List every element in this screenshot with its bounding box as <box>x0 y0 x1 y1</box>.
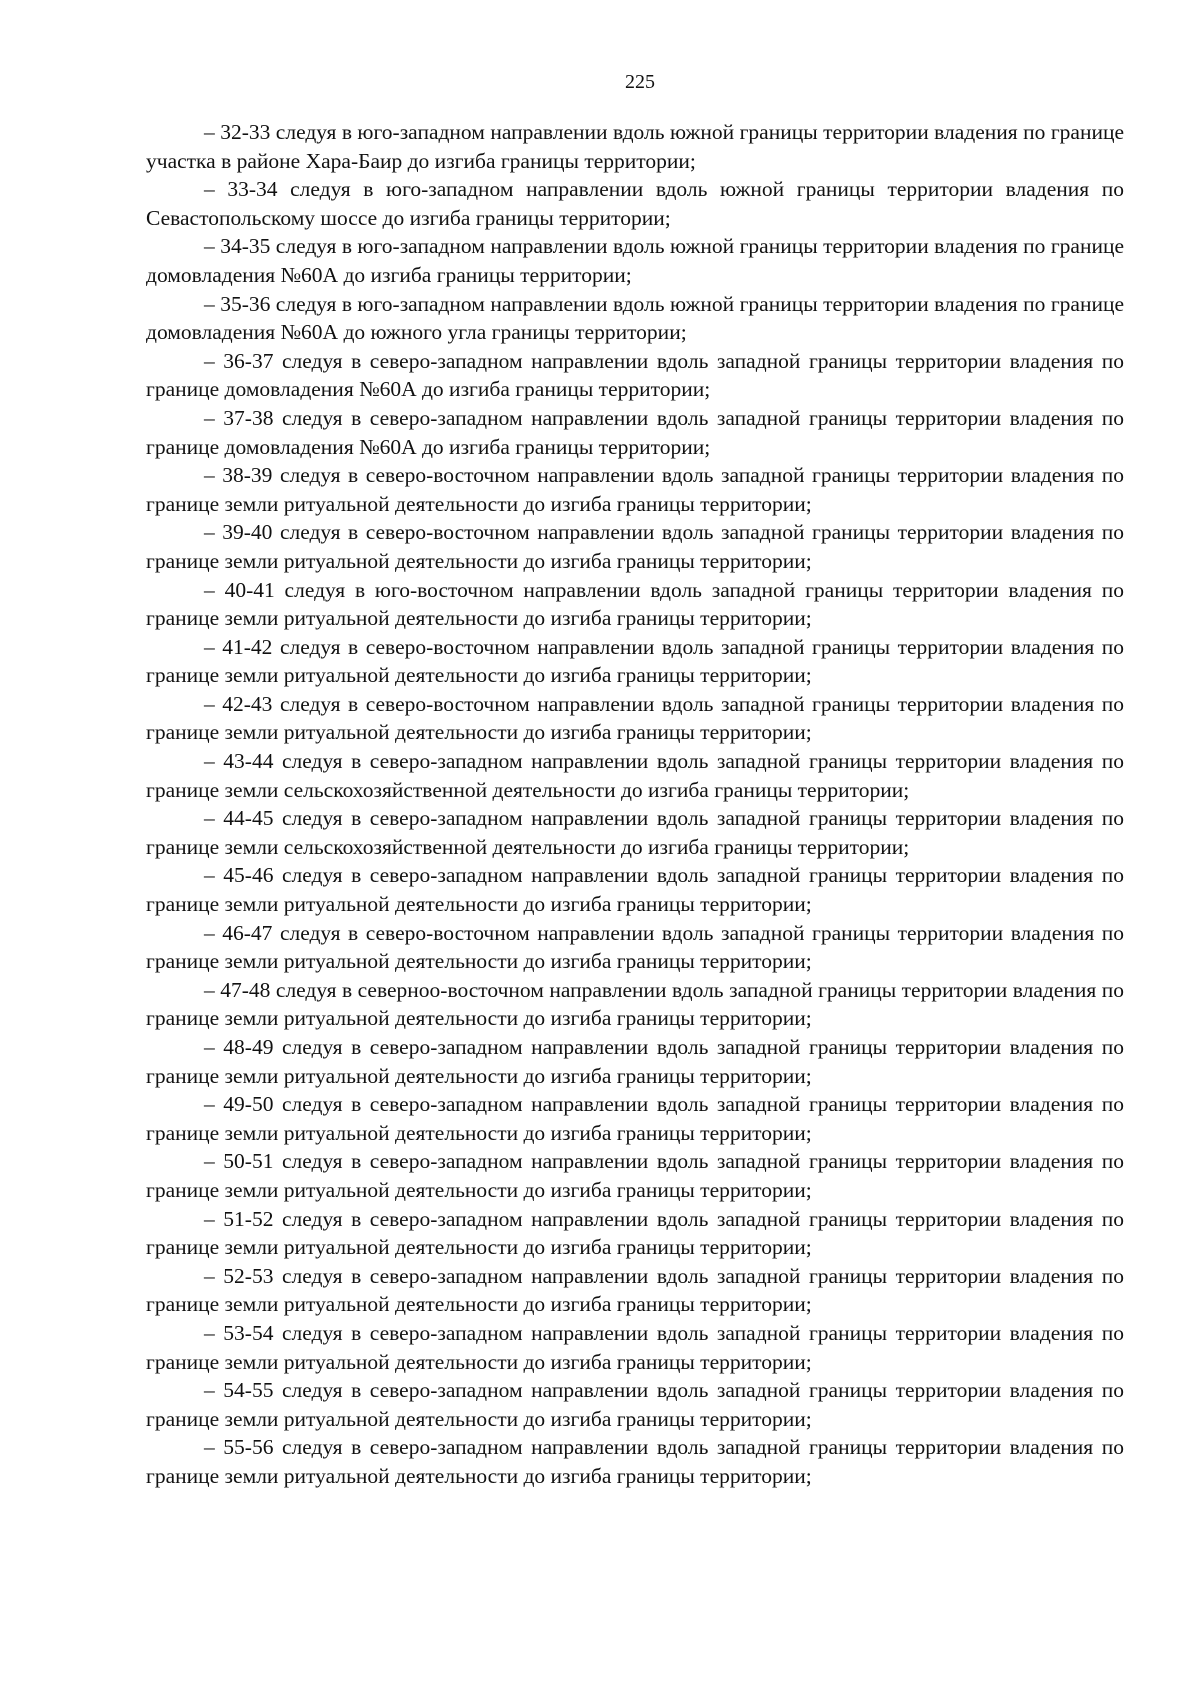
boundary-segment-paragraph: – 47-48 следуя в севернoо-восточном направлении вдоль западной границы территории владения по границе земли ритуальной деятельности до изгиба границы территории; <box>146 977 1124 1031</box>
boundary-segment-paragraph: – 55-56 следуя в северо-западном направлении вдоль западной границы территории владения по границе земли ритуальной деятельности до изгиба границы территории; <box>146 1435 1124 1488</box>
boundary-segment-paragraph: – 48-49 следуя в северо-западном направлении вдоль западной границы территории владения по границе земли ритуальной деятельности до изгиба границы территории; <box>146 1035 1124 1088</box>
boundary-segment-paragraph: – 41-42 следуя в северо-восточном направлении вдоль западной границы территории владения по границе земли ритуальной деятельности до изгиба границы территории; <box>146 634 1124 688</box>
boundary-segment-paragraph: – 44-45 следуя в северо-западном направлении вдоль западной границы территории владения по границе земли сельскохозяйственной деятельности до изгиба границы территории; <box>146 806 1124 859</box>
document-body <box>146 118 1124 1491</box>
boundary-segment-paragraph: – 52-53 следуя в северо-западном направлении вдоль западной границы территории владения по границе земли ритуальной деятельности до изгиба границы территории; <box>146 1263 1124 1317</box>
boundary-segment-paragraph: – 34-35 следуя в юго-западном направлении вдоль южной границы территории владения по границе домовладения №60А до изгиба границы территории; <box>146 234 1124 287</box>
boundary-segment-paragraph: – 39-40 следуя в северо-восточном направлении вдоль западной границы территории владения по границе земли ритуальной деятельности до изгиба границы территории; <box>146 520 1124 573</box>
boundary-segment-paragraph: – 42-43 следуя в северо-восточном направлении вдоль западной границы территории владения по границе земли ритуальной деятельности до изгиба границы территории; <box>146 691 1124 745</box>
boundary-segment-paragraph: – 54-55 следуя в северо-западном направлении вдоль западной границы территории владения по границе земли ритуальной деятельности до изгиба границы территории; <box>146 1378 1124 1431</box>
boundary-segment-paragraph: – 36-37 следуя в северо-западном направлении вдоль западной границы территории владения по границе домовладения №60А до изгиба границы территории; <box>146 348 1124 402</box>
boundary-segment-paragraph: – 46-47 следуя в северо-восточном направлении вдоль западной границы территории владения по границе земли ритуальной деятельности до изгиба границы территории; <box>146 920 1124 974</box>
boundary-segment-paragraph: – 38-39 следуя в северо-восточном направлении вдоль западной границы территории владения по границе земли ритуальной деятельности до изгиба границы территории; <box>146 463 1124 516</box>
boundary-segment-paragraph: – 35-36 следуя в юго-западном направлении вдоль южной границы территории владения по границе домовладения №60А до южного угла границы территории; <box>146 291 1124 345</box>
boundary-segment-paragraph: – 43-44 следуя в северо-западном направлении вдоль западной границы территории владения по границе земли сельскохозяйственной деятельности до изгиба границы территории; <box>146 749 1124 802</box>
boundary-segment-paragraph: – 37-38 следуя в северо-западном направлении вдоль западной границы территории владения по границе домовладения №60А до изгиба границы территории; <box>146 405 1124 459</box>
boundary-segment-paragraph: – 51-52 следуя в северо-западном направлении вдоль западной границы территории владения по границе земли ритуальной деятельности до изгиба границы территории; <box>146 1206 1124 1260</box>
boundary-segment-paragraph: – 32-33 следуя в юго-западном направлении вдоль южной границы территории владения по границе участка в районе Хара-Баир до изгиба границы территории; <box>146 120 1124 173</box>
boundary-segment-paragraph: – 45-46 следуя в северо-западном направлении вдоль западной границы территории владения по границе земли ритуальной деятельности до изгиба границы территории; <box>146 863 1124 917</box>
boundary-segment-paragraph: – 49-50 следуя в северо-западном направлении вдоль западной границы территории владения по границе земли ритуальной деятельности до изгиба границы территории; <box>146 1092 1124 1145</box>
boundary-segment-paragraph: – 53-54 следуя в северо-западном направлении вдоль западной границы территории владения по границе земли ритуальной деятельности до изгиба границы территории; <box>146 1320 1124 1374</box>
page-number: 225 <box>625 71 655 93</box>
boundary-segment-paragraph: – 40-41 следуя в юго-восточном направлении вдоль западной границы территории владения по границе земли ритуальной деятельности до изгиба границы территории; <box>146 577 1124 631</box>
boundary-segment-paragraph: – 50-51 следуя в северо-западном направлении вдоль западной границы территории владения по границе земли ритуальной деятельности до изгиба границы территории; <box>146 1149 1124 1202</box>
boundary-segment-paragraph: – 33-34 следуя в юго-западном направлении вдоль южной границы территории владения по Севастопольскому шоссе до изгиба границы территории; <box>146 177 1124 230</box>
